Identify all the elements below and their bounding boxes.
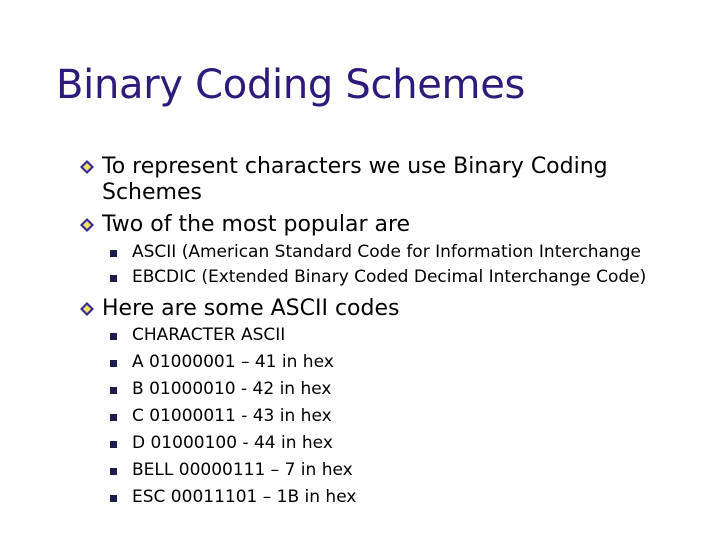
square-bullet-icon bbox=[110, 414, 117, 421]
sub-bullet-text: D 01000100 - 44 in hex bbox=[132, 433, 333, 453]
diamond-bullet-icon bbox=[80, 302, 94, 316]
square-bullet-icon bbox=[110, 360, 117, 367]
sub-bullet-text: ASCII (American Standard Code for Information Interchange bbox=[132, 242, 642, 262]
bullet-text-continued: Schemes bbox=[102, 180, 202, 205]
diamond-bullet-icon bbox=[80, 160, 94, 174]
sub-bullet-text: BELL 00000111 – 7 in hex bbox=[132, 460, 353, 480]
sub-bullet-text: A 01000001 – 41 in hex bbox=[132, 352, 334, 372]
slide-title: Binary Coding Schemes bbox=[56, 62, 526, 108]
square-bullet-icon bbox=[110, 250, 117, 257]
square-bullet-icon bbox=[110, 468, 117, 475]
sub-bullet-text: C 01000011 - 43 in hex bbox=[132, 406, 332, 426]
sub-bullet-text: CHARACTER ASCII bbox=[132, 325, 286, 345]
square-bullet-icon bbox=[110, 333, 117, 340]
square-bullet-icon bbox=[110, 495, 117, 502]
sub-bullet-text: B 01000010 - 42 in hex bbox=[132, 379, 332, 399]
square-bullet-icon bbox=[110, 275, 117, 282]
bullet-text: To represent characters we use Binary Coding bbox=[102, 154, 608, 179]
bullet-text: Two of the most popular are bbox=[102, 212, 411, 237]
bullet-text: Here are some ASCII codes bbox=[102, 296, 400, 321]
sub-bullet-text: EBCDIC (Extended Binary Coded Decimal Interchange Code) bbox=[132, 267, 647, 287]
square-bullet-icon bbox=[110, 441, 117, 448]
sub-bullet-text: ESC 00011101 – 1B in hex bbox=[132, 487, 357, 507]
diamond-bullet-icon bbox=[80, 218, 94, 232]
square-bullet-icon bbox=[110, 387, 117, 394]
